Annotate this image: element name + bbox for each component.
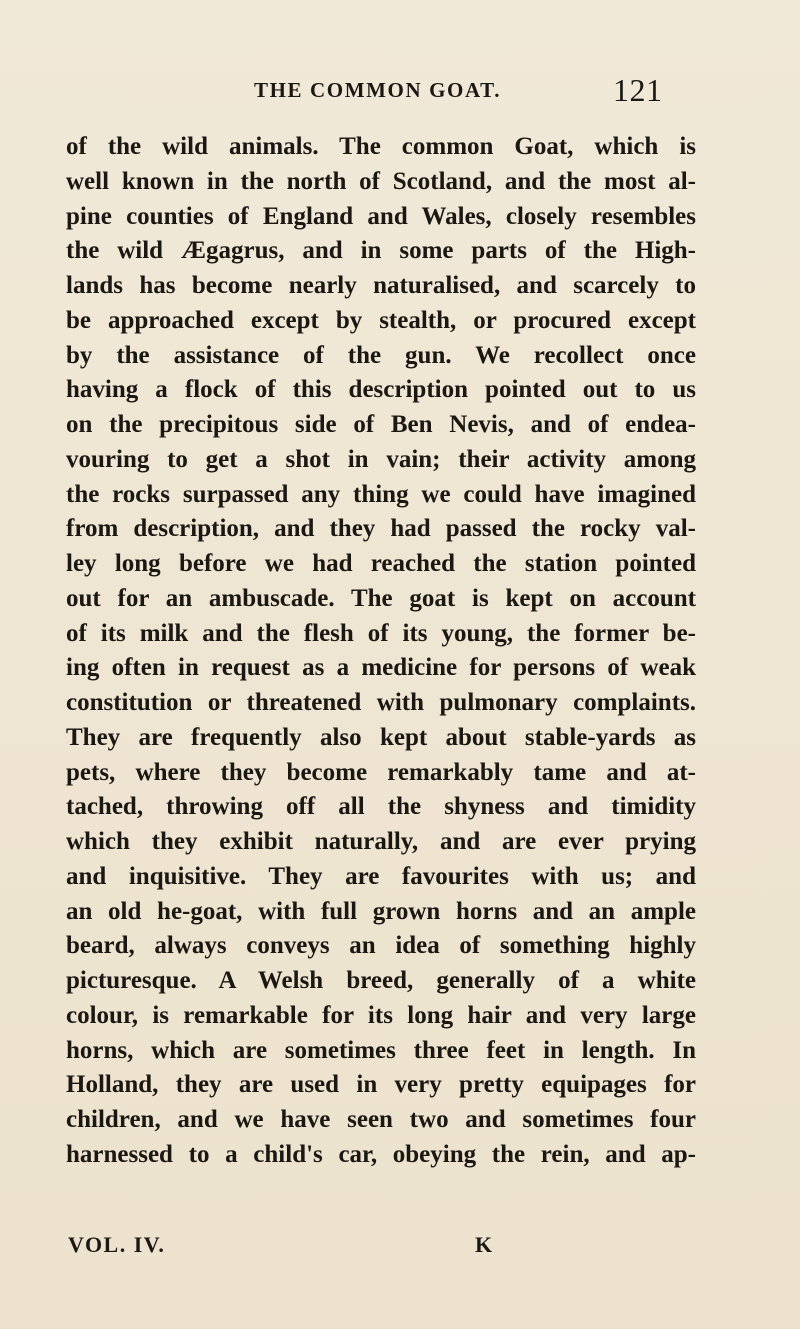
volume-signature: VOL. IV. <box>68 1232 166 1257</box>
page-number: 121 <box>613 72 663 108</box>
text-line: having a flock of this description pointed out to us <box>66 376 696 404</box>
text-line: colour, is remarkable for its long hair and very large <box>66 1001 696 1029</box>
text-line: harnessed to a child's car, obeying the rein, and ap- <box>66 1140 696 1168</box>
text-line: the rocks surpassed any thing we could have imagined <box>66 480 696 508</box>
text-line: They are frequently also kept about stable-yards as <box>66 723 696 751</box>
text-line: vouring to get a shot in vain; their activity among <box>66 445 696 473</box>
text-line: Holland, they are used in very pretty equipages for <box>66 1071 696 1099</box>
text-line: which they exhibit naturally, and are ever prying <box>66 828 696 855</box>
text-line: pets, where they become remarkably tame and at- <box>66 758 696 786</box>
text-line: ing often in request as a medicine for persons of weak <box>66 654 696 682</box>
page-footer <box>0 1232 800 1262</box>
text-line: an old he-goat, with full grown horns and an ample <box>66 897 696 925</box>
text-line: from description, and they had passed the rocky val- <box>66 515 696 543</box>
text-line: of the wild animals. The common Goat, which is <box>66 133 696 160</box>
text-line: horns, which are sometimes three feet in length. In <box>66 1036 696 1064</box>
running-title: THE COMMON GOAT. <box>254 78 502 102</box>
text-line: lands has become nearly naturalised, and scarcely to <box>66 272 696 299</box>
text-line: tached, throwing off all the shyness and timidity <box>66 793 696 821</box>
text-line: beard, always conveys an idea of something highly <box>66 932 696 960</box>
page-header <box>0 72 800 108</box>
text-line: out for an ambuscade. The goat is kept on account <box>66 584 696 612</box>
text-line: and inquisitive. They are favourites with us; and <box>66 862 696 890</box>
text-line: the wild Ægagrus, and in some parts of the High- <box>66 237 696 265</box>
text-line: pine counties of England and Wales, closely resembles <box>66 202 696 230</box>
text-line: ley long before we had reached the station pointed <box>66 550 696 577</box>
text-line: be approached except by stealth, or procured except <box>66 306 696 334</box>
text-line: children, and we have seen two and sometimes four <box>66 1106 696 1133</box>
body-text <box>66 130 696 1173</box>
signature-letter: K <box>475 1232 493 1257</box>
text-line: of its milk and the flesh of its young, the former be- <box>66 619 696 647</box>
text-line: by the assistance of the gun. We recollect once <box>66 341 696 369</box>
text-line: on the precipitous side of Ben Nevis, and of endea- <box>66 411 696 438</box>
text-line: constitution or threatened with pulmonary complaints. <box>66 689 696 716</box>
text-line: well known in the north of Scotland, and the most al- <box>66 167 696 195</box>
text-line: picturesque. A Welsh breed, generally of a white <box>66 967 696 994</box>
